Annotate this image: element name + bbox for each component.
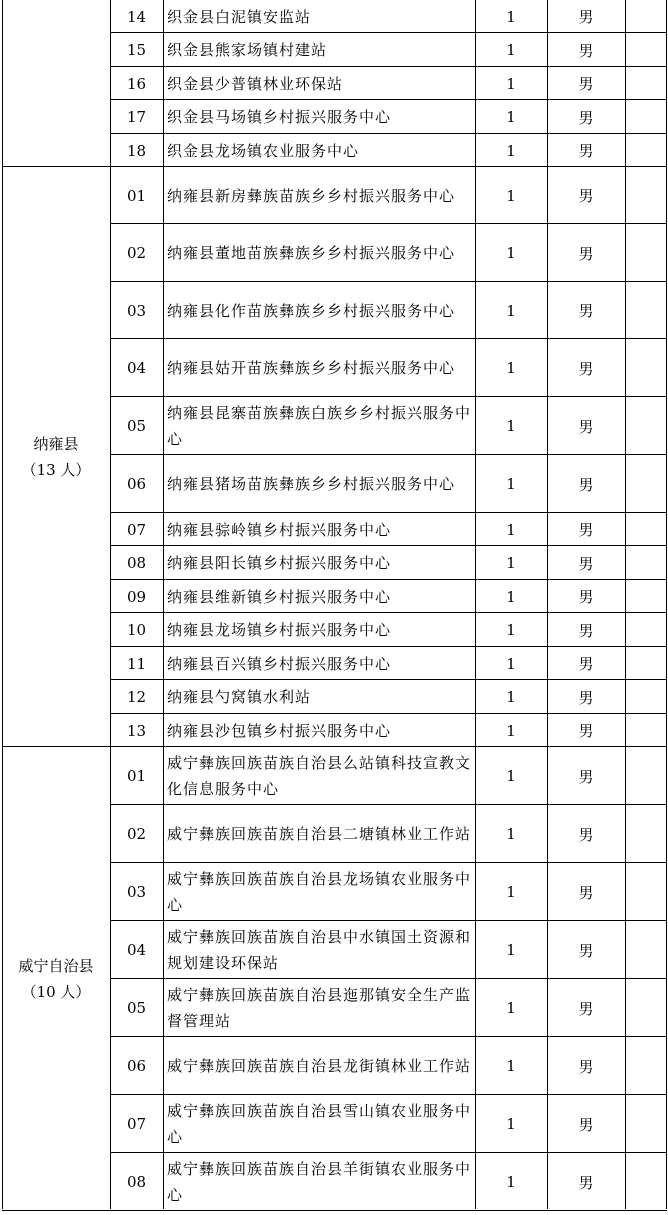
remark: [625, 805, 666, 863]
gender-requirement: [547, 0, 625, 33]
row-number-text: 08: [126, 554, 147, 572]
plan-count: [475, 167, 547, 224]
plan-count: [475, 979, 547, 1037]
unit-name: [163, 455, 475, 513]
column-rule: [2, 0, 3, 1209]
plan-count-text: 1: [506, 301, 516, 320]
unit-name: [163, 339, 475, 397]
unit-name: [163, 921, 475, 979]
plan-count-text: 1: [506, 520, 516, 539]
plan-count-text: 1: [506, 141, 516, 160]
gender-requirement: [547, 805, 625, 863]
row-number: [110, 613, 163, 647]
gender-requirement: [547, 167, 625, 224]
row-number-text: 04: [126, 359, 147, 377]
remark: [625, 455, 666, 513]
gender-requirement: [547, 979, 625, 1037]
gender-requirement: [547, 33, 625, 67]
column-rule: [547, 0, 548, 1209]
remark: [625, 680, 666, 714]
gender-requirement-text: 男: [578, 1173, 594, 1192]
row-number: [110, 397, 163, 455]
row-number: [110, 0, 163, 33]
gender-requirement: [547, 647, 625, 680]
unit-name-text: 威宁彝族回族苗族自治县迤那镇安全生产监督管理站: [167, 986, 472, 1030]
gender-requirement-text: 男: [578, 1115, 594, 1134]
plan-count: [475, 580, 547, 613]
plan-count: [475, 863, 547, 921]
row-number: [110, 714, 163, 747]
unit-name: [163, 580, 475, 613]
plan-count: [475, 805, 547, 863]
gender-requirement: [547, 613, 625, 647]
gender-requirement-text: 男: [578, 767, 594, 786]
row-number-text: 07: [126, 520, 147, 539]
unit-name-text: 威宁彝族回族苗族自治县龙街镇林业工作站: [167, 1057, 472, 1075]
county-cell: [2, 167, 110, 747]
plan-count-text: 1: [506, 688, 516, 706]
unit-name: [163, 863, 475, 921]
row-number-text: 11: [126, 654, 147, 673]
remark: [625, 67, 666, 100]
plan-count-text: 1: [506, 883, 516, 901]
plan-count: [475, 647, 547, 680]
plan-count-text: 1: [506, 721, 516, 740]
gender-requirement: [547, 67, 625, 100]
gender-requirement-text: 男: [578, 302, 594, 320]
gender-requirement-text: 男: [578, 244, 594, 263]
unit-name: [163, 33, 475, 67]
plan-count-text: 1: [506, 7, 516, 26]
column-rule: [475, 0, 476, 1209]
gender-requirement-text: 男: [578, 417, 594, 436]
county-name: 威宁自治县: [18, 957, 94, 975]
remark: [625, 1153, 666, 1211]
unit-name: [163, 67, 475, 100]
unit-name: [163, 0, 475, 33]
unit-name-text: 纳雍县沙包镇乡村振兴服务中心: [167, 721, 392, 740]
row-number-text: 05: [126, 417, 147, 435]
unit-name: [163, 100, 475, 134]
row-number: [110, 282, 163, 339]
plan-count-text: 1: [506, 244, 516, 262]
gender-requirement-text: 男: [578, 621, 594, 640]
unit-name-text: 织金县熊家场镇村建站: [167, 41, 328, 59]
unit-name: [163, 613, 475, 647]
plan-count-text: 1: [506, 554, 516, 572]
row-number: [110, 100, 163, 134]
unit-name-text: 织金县白泥镇安监站: [167, 7, 312, 26]
row-number: [110, 224, 163, 282]
gender-requirement: [547, 863, 625, 921]
gender-requirement-text: 男: [578, 722, 594, 740]
row-number-text: 15: [126, 41, 147, 59]
gender-requirement: [547, 1153, 625, 1211]
unit-name-text: 织金县少普镇林业环保站: [167, 74, 344, 93]
unit-name-text: 纳雍县勺窝镇水利站: [167, 688, 312, 706]
gender-requirement-text: 男: [578, 75, 594, 93]
plan-count-text: 1: [506, 186, 516, 205]
row-number: [110, 33, 163, 67]
unit-name: [163, 1153, 475, 1211]
row-number-text: 07: [126, 1115, 147, 1133]
plan-count-text: 1: [506, 1115, 516, 1133]
plan-count-text: 1: [506, 359, 516, 377]
unit-name: [163, 714, 475, 747]
plan-count-text: 1: [506, 654, 516, 673]
row-number-text: 18: [126, 141, 147, 160]
unit-name: [163, 134, 475, 167]
row-number: [110, 863, 163, 921]
gender-requirement-text: 男: [578, 999, 594, 1018]
gender-requirement-text: 男: [578, 521, 594, 539]
row-number-text: 06: [126, 475, 147, 493]
gender-requirement: [547, 134, 625, 167]
gender-requirement: [547, 339, 625, 397]
plan-count-text: 1: [506, 475, 516, 493]
unit-name: [163, 979, 475, 1037]
plan-count: [475, 224, 547, 282]
unit-name-text: 纳雍县姑开苗族彝族乡乡村振兴服务中心: [167, 359, 456, 377]
row-number-text: 03: [126, 883, 147, 901]
gender-requirement-text: 男: [578, 825, 594, 844]
row-number: [110, 67, 163, 100]
row-number-text: 09: [126, 587, 147, 606]
unit-name-text: 威宁彝族回族苗族自治县雪山镇农业服务中心: [167, 1102, 472, 1146]
remark: [625, 513, 666, 546]
row-number: [110, 1153, 163, 1211]
remark: [625, 714, 666, 747]
plan-count-text: 1: [506, 999, 516, 1017]
county-cell: [2, 0, 110, 167]
gender-requirement: [547, 224, 625, 282]
plan-count: [475, 513, 547, 546]
plan-count-text: 1: [506, 108, 516, 126]
unit-name: [163, 805, 475, 863]
plan-count: [475, 397, 547, 455]
unit-name: [163, 224, 475, 282]
plan-count: [475, 747, 547, 805]
gender-requirement-text: 男: [578, 688, 594, 707]
unit-name-text: 织金县马场镇乡村振兴服务中心: [167, 108, 392, 126]
gender-requirement: [547, 100, 625, 134]
row-number: [110, 580, 163, 613]
remark: [625, 647, 666, 680]
gender-requirement: [547, 580, 625, 613]
unit-name-text: 纳雍县龙场镇乡村振兴服务中心: [167, 621, 392, 639]
remark: [625, 0, 666, 33]
remark: [625, 1037, 666, 1095]
plan-count: [475, 67, 547, 100]
column-rule: [163, 0, 164, 1209]
row-number-text: 14: [126, 7, 147, 26]
unit-name-text: 威宁彝族回族苗族自治县中水镇国土资源和规划建设环保站: [167, 928, 472, 972]
county-quota: （13 人）: [21, 461, 91, 479]
row-number-text: 13: [126, 721, 147, 740]
unit-name-text: 纳雍县阳长镇乡村振兴服务中心: [167, 554, 392, 572]
row-number: [110, 455, 163, 513]
unit-name: [163, 1095, 475, 1153]
row-number: [110, 134, 163, 167]
row-number: [110, 647, 163, 680]
row-number: [110, 747, 163, 805]
row-number: [110, 1037, 163, 1095]
unit-name: [163, 546, 475, 580]
plan-count: [475, 100, 547, 134]
plan-count: [475, 1153, 547, 1211]
row-number-text: 01: [126, 186, 147, 205]
plan-count: [475, 546, 547, 580]
gender-requirement: [547, 397, 625, 455]
row-number-text: 16: [126, 74, 147, 93]
row-number-text: 12: [126, 688, 147, 706]
remark: [625, 134, 666, 167]
row-number: [110, 546, 163, 580]
unit-name: [163, 397, 475, 455]
gender-requirement: [547, 921, 625, 979]
unit-name-text: 纳雍县化作苗族彝族乡乡村振兴服务中心: [167, 301, 456, 320]
row-number-text: 17: [126, 108, 147, 126]
gender-requirement-text: 男: [578, 475, 594, 494]
remark: [625, 339, 666, 397]
row-number: [110, 921, 163, 979]
row-number: [110, 167, 163, 224]
gender-requirement-text: 男: [578, 359, 594, 378]
plan-count: [475, 1095, 547, 1153]
unit-name-text: 织金县龙场镇农业服务中心: [167, 141, 360, 160]
gender-requirement-text: 男: [578, 588, 594, 606]
row-number: [110, 339, 163, 397]
row-number: [110, 979, 163, 1037]
plan-count: [475, 921, 547, 979]
row-number-text: 10: [126, 621, 147, 639]
plan-count-text: 1: [506, 1057, 516, 1075]
plan-count: [475, 714, 547, 747]
gender-requirement-text: 男: [578, 554, 594, 573]
remark: [625, 224, 666, 282]
county-quota: （10 人）: [21, 983, 91, 1001]
plan-count: [475, 134, 547, 167]
row-number: [110, 513, 163, 546]
plan-count: [475, 0, 547, 33]
row-number-text: 08: [126, 1173, 147, 1191]
plan-count-text: 1: [506, 74, 516, 93]
unit-name-text: 纳雍县猪场苗族彝族乡乡村振兴服务中心: [167, 475, 456, 493]
plan-count-text: 1: [506, 587, 516, 606]
remark: [625, 397, 666, 455]
row-number-text: 01: [126, 767, 147, 785]
gender-requirement-text: 男: [578, 8, 594, 26]
remark: [625, 747, 666, 805]
unit-name-text: 纳雍县骔岭镇乡村振兴服务中心: [167, 520, 392, 539]
unit-name-text: 纳雍县新房彝族苗族乡乡村振兴服务中心: [167, 186, 456, 205]
plan-count: [475, 613, 547, 647]
remark: [625, 580, 666, 613]
unit-name-text: 纳雍县昆寨苗族彝族白族乡乡村振兴服务中心: [167, 404, 472, 448]
remark: [625, 863, 666, 921]
unit-name: [163, 747, 475, 805]
gender-requirement: [547, 1037, 625, 1095]
unit-name-text: 纳雍县百兴镇乡村振兴服务中心: [167, 654, 392, 673]
row-number-text: 04: [126, 941, 147, 959]
gender-requirement: [547, 1095, 625, 1153]
gender-requirement-text: 男: [578, 142, 594, 160]
plan-count: [475, 1037, 547, 1095]
remark: [625, 613, 666, 647]
remark: [625, 1095, 666, 1153]
row-number-text: 05: [126, 999, 147, 1017]
row-number-text: 02: [126, 244, 147, 262]
gender-requirement-text: 男: [578, 941, 594, 960]
gender-requirement: [547, 680, 625, 714]
gender-requirement: [547, 282, 625, 339]
plan-count-text: 1: [506, 767, 516, 785]
plan-count-text: 1: [506, 621, 516, 639]
county-name: 纳雍县: [33, 435, 79, 453]
unit-name-text: 威宁彝族回族苗族自治县二塘镇林业工作站: [167, 825, 472, 843]
plan-count-text: 1: [506, 941, 516, 959]
gender-requirement: [547, 747, 625, 805]
remark: [625, 167, 666, 224]
column-rule: [666, 0, 667, 1209]
plan-count: [475, 282, 547, 339]
gender-requirement-text: 男: [578, 187, 594, 205]
remark: [625, 282, 666, 339]
plan-count-text: 1: [506, 1173, 516, 1191]
gender-requirement-text: 男: [578, 108, 594, 127]
row-number: [110, 805, 163, 863]
unit-name: [163, 680, 475, 714]
column-rule: [110, 0, 111, 1209]
gender-requirement-text: 男: [578, 1057, 594, 1076]
remark: [625, 33, 666, 67]
plan-count-text: 1: [506, 41, 516, 59]
remark: [625, 100, 666, 134]
plan-count: [475, 33, 547, 67]
county-cell: [2, 747, 110, 1211]
gender-requirement: [547, 546, 625, 580]
gender-requirement: [547, 513, 625, 546]
plan-count: [475, 680, 547, 714]
unit-name: [163, 282, 475, 339]
row-number-text: 06: [126, 1057, 147, 1075]
row-number-text: 02: [126, 825, 147, 843]
remark: [625, 546, 666, 580]
unit-name-text: 纳雍县维新镇乡村振兴服务中心: [167, 587, 392, 606]
plan-count-text: 1: [506, 825, 516, 843]
unit-name-text: 威宁彝族回族苗族自治县羊街镇农业服务中心: [167, 1160, 472, 1204]
unit-name: [163, 647, 475, 680]
remark: [625, 979, 666, 1037]
row-number: [110, 680, 163, 714]
column-rule: [625, 0, 626, 1209]
unit-name-text: 威宁彝族回族苗族自治县龙场镇农业服务中心: [167, 870, 472, 914]
row-number: [110, 1095, 163, 1153]
remark: [625, 921, 666, 979]
unit-name-text: 威宁彝族回族苗族自治县么站镇科技宣教文化信息服务中心: [167, 754, 472, 798]
row-number-text: 03: [126, 301, 147, 320]
unit-name: [163, 513, 475, 546]
gender-requirement: [547, 455, 625, 513]
gender-requirement: [547, 714, 625, 747]
unit-name: [163, 167, 475, 224]
gender-requirement-text: 男: [578, 655, 594, 673]
unit-name-text: 纳雍县董地苗族彝族乡乡村振兴服务中心: [167, 244, 456, 262]
gender-requirement-text: 男: [578, 883, 594, 902]
plan-count: [475, 339, 547, 397]
unit-name: [163, 1037, 475, 1095]
gender-requirement-text: 男: [578, 41, 594, 60]
plan-count: [475, 455, 547, 513]
plan-count-text: 1: [506, 417, 516, 435]
row-rule: [2, 1210, 667, 1211]
